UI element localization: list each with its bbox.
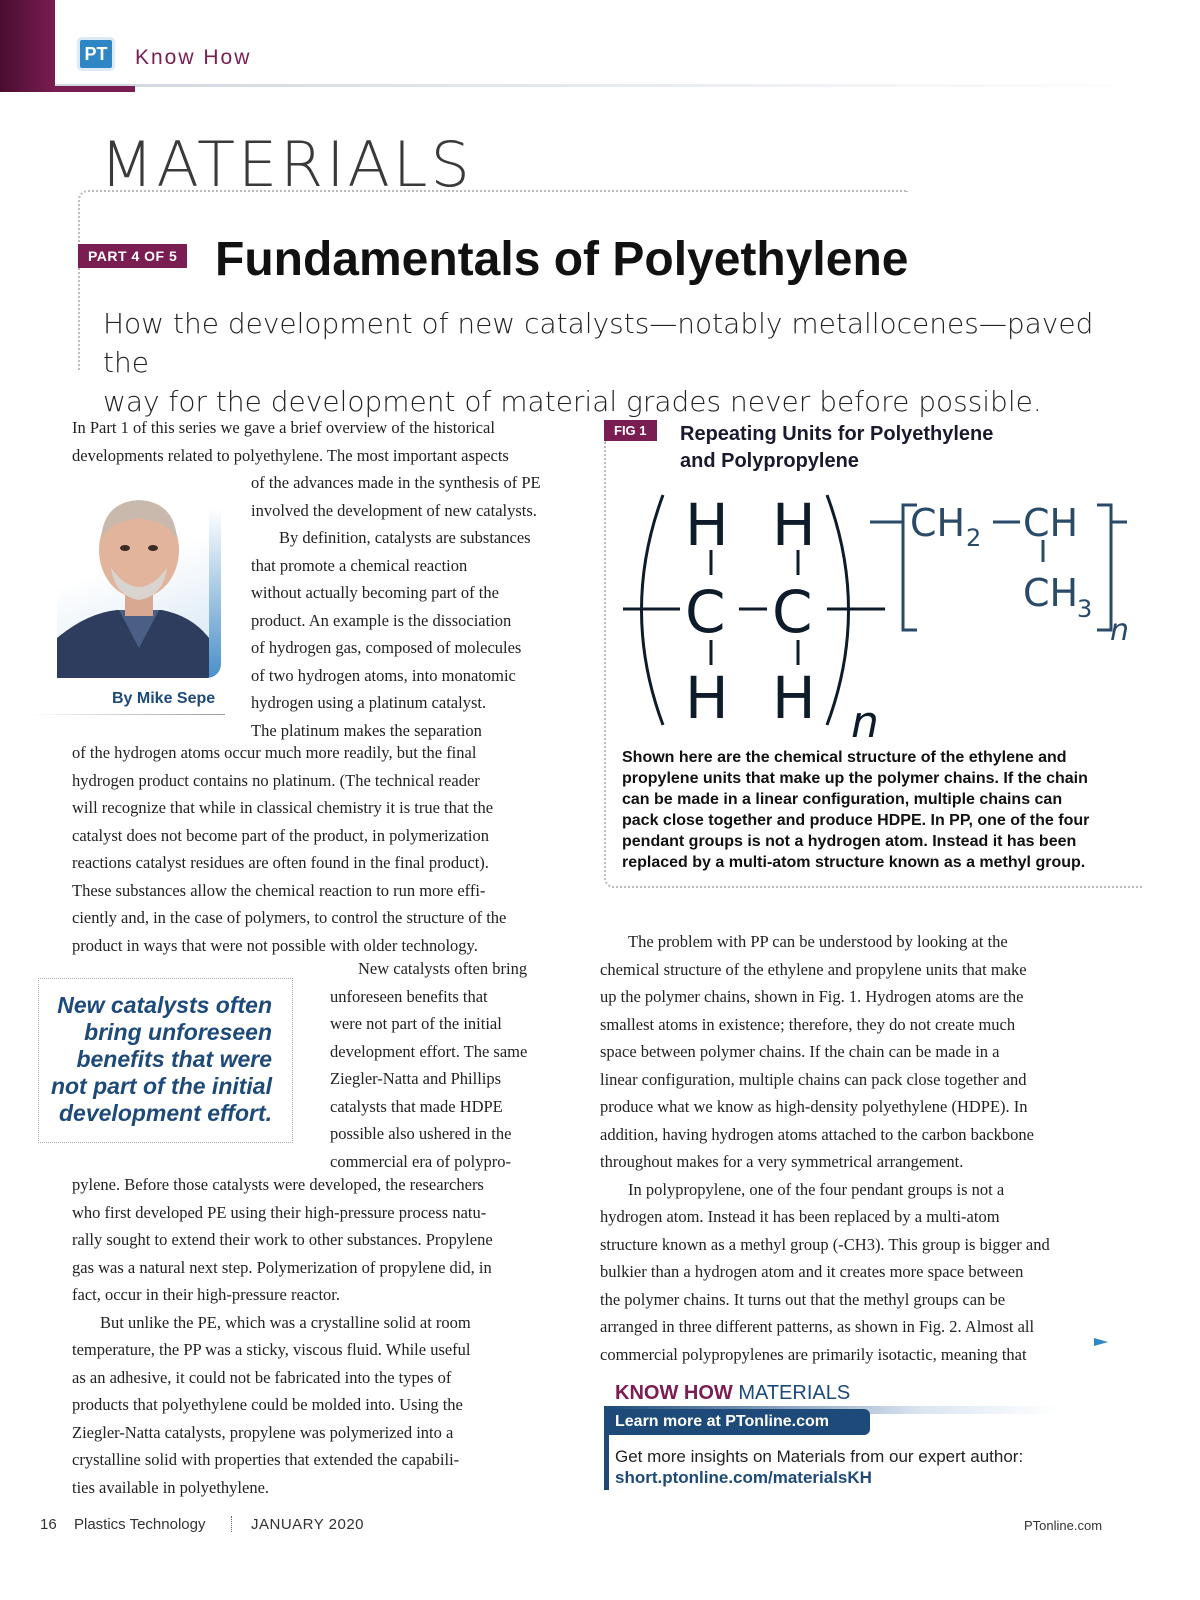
text-line: crystalline solid with properties that extended the capabili-	[72, 1450, 460, 1469]
pe-atom-h1: H	[685, 491, 729, 559]
caption-line: can be made in a linear configuration, multiple chains can	[622, 791, 1063, 808]
section-title: MATERIALS	[100, 128, 473, 201]
text-line: produce what we know as high-density polyethylene (HDPE). In	[600, 1097, 1028, 1116]
text-line: product in ways that were not possible with older technology.	[72, 935, 478, 955]
text-line: involved the development of new catalysts.	[251, 500, 537, 520]
pull-quote-line: benefits that were	[76, 1046, 272, 1072]
text-line: Ziegler-Natta and Phillips	[330, 1069, 502, 1088]
body-paragraph-4	[72, 1171, 493, 1501]
body-paragraph-3	[330, 955, 527, 1175]
text-line: ciently and, in the case of polymers, to control the structure of the	[72, 908, 507, 927]
author-divider	[30, 714, 225, 715]
figure-title-line: Repeating Units for Polyethylene	[680, 423, 994, 445]
caption-line: pendant groups is not a hydrogen atom. Instead it has been	[622, 833, 1077, 850]
section-tag: Know How	[135, 46, 252, 69]
text-line: that promote a chemical reaction	[251, 555, 468, 575]
text-line: pylene. Before those catalysts were developed, the researchers	[72, 1175, 484, 1194]
pp-ch2: CH	[910, 501, 966, 545]
text-line: ties available in polyethylene.	[72, 1477, 270, 1497]
text-line: the polymer chains. It turns out that the methyl groups can be	[600, 1289, 1006, 1309]
know-how-topic: MATERIALS	[738, 1382, 851, 1404]
text-line: of two hydrogen atoms, into monatomic	[251, 665, 516, 685]
text-line: commercial polypropylenes are primarily isotactic, meaning that	[600, 1344, 1027, 1364]
pp-subscript-3: 3	[1077, 595, 1093, 623]
footer-divider	[231, 1516, 232, 1532]
pp-ch3: CH	[1023, 571, 1079, 615]
text-line: The problem with PP can be understood by looking at the	[628, 932, 1008, 951]
pe-atom-c1: C	[685, 578, 726, 646]
text-line: products that polyethylene could be molded into. Using the	[72, 1395, 463, 1414]
pe-atom-c2: C	[772, 578, 813, 646]
text-line: without actually becoming part of the	[251, 583, 499, 602]
pull-quote-line: development effort.	[59, 1100, 272, 1126]
continued-arrow-icon	[1094, 1338, 1108, 1346]
body-paragraph-1	[72, 414, 509, 469]
pe-atom-h2: H	[772, 491, 816, 559]
materials-kh-link[interactable]: short.ptonline.com/materialsKH	[615, 1468, 872, 1487]
pull-quote-line: not part of the initial	[50, 1073, 272, 1099]
text-line: In Part 1 of this series we gave a brief overview of the historical	[72, 418, 495, 437]
text-line: were not part of the initial	[330, 1014, 502, 1033]
text-line: chemical structure of the ethylene and propylene units that make	[600, 959, 1027, 979]
text-line: throughout makes for a very symmetrical arrangement.	[600, 1152, 964, 1171]
pe-atom-h4: H	[772, 664, 816, 732]
text-line: development effort. The same	[330, 1041, 528, 1061]
text-line: hydrogen product contains no platinum. (The technical reader	[72, 770, 480, 790]
text-line: smallest atoms in existence; therefore, they do not create much	[600, 1014, 1016, 1034]
subtitle-line: How the development of new catalysts—notably metallocenes—paved the	[103, 307, 1094, 379]
caption-line: pack close together and produce HDPE. In PP, one of the four	[622, 812, 1090, 829]
text-line: catalysts that made HDPE	[330, 1096, 503, 1116]
text-line: fact, occur in their high-pressure reactor.	[72, 1285, 341, 1304]
text-line: possible also ushered in the	[330, 1124, 512, 1143]
text-line: product. An example is the dissociation	[251, 610, 512, 630]
text-line: temperature, the PP was a sticky, viscous fluid. While useful	[72, 1340, 471, 1359]
text-line: will recognize that while in classical chemistry it is true that the	[72, 798, 494, 817]
figure-badge: FIG 1	[604, 420, 657, 441]
subtitle-line: way for the development of material grades never before possible.	[103, 385, 1042, 418]
body-paragraph-1-wrap	[251, 469, 541, 744]
know-how-heading	[615, 1382, 850, 1405]
text-line: developments related to polyethylene. The most important aspects	[72, 445, 509, 465]
figure-title-line: and Polypropylene	[680, 450, 859, 472]
know-how-text: Get more insights on Materials from our expert author:	[615, 1447, 1024, 1466]
text-line: unforeseen benefits that	[330, 986, 488, 1006]
caption-line: propylene units that make up the polymer chains. If the chain	[622, 770, 1088, 787]
text-line: rally sought to extend their work to other substances. Propylene	[72, 1230, 493, 1249]
publication-name: Plastics Technology	[74, 1516, 206, 1533]
pe-subscript-n: n	[851, 697, 879, 745]
know-how-label: KNOW HOW	[615, 1382, 733, 1404]
text-line: By definition, catalysts are substances	[279, 528, 531, 547]
pp-ch: CH	[1023, 501, 1079, 545]
article-subtitle	[103, 304, 1113, 421]
text-line: catalyst does not become part of the product, in polymerization	[72, 825, 489, 845]
text-line: as an adhesive, it could not be fabricated into the types of	[72, 1367, 452, 1387]
text-line: reactions catalyst residues are often found in the final product).	[72, 853, 489, 872]
figure-caption	[622, 747, 1122, 873]
text-line: gas was a natural next step. Polymerization of propylene did, in	[72, 1257, 492, 1277]
pe-atom-h3: H	[685, 664, 729, 732]
footer-site: PTonline.com	[1024, 1518, 1103, 1533]
chemical-structure-diagram	[615, 480, 1135, 745]
body-paragraph-2	[72, 739, 506, 959]
pp-subscript-2: 2	[966, 524, 982, 552]
page-number: 16	[40, 1516, 57, 1533]
author-caption: By Mike Sepe	[112, 690, 216, 707]
pp-subscript-n: n	[1110, 613, 1130, 648]
figure-title	[680, 421, 1080, 475]
issue-date: JANUARY 2020	[251, 1516, 365, 1533]
text-line: structure known as a methyl group (-CH3). This group is bigger and	[600, 1234, 1050, 1254]
article-title: Fundamentals of Polyethylene	[215, 233, 909, 286]
learn-more-link[interactable]: Learn more at PTonline.com	[604, 1409, 870, 1435]
text-line: The platinum makes the separation	[251, 720, 482, 740]
author-photo	[57, 488, 221, 678]
text-line: commercial era of polypro-	[330, 1151, 511, 1171]
text-line: But unlike the PE, which was a crystalline solid at room	[100, 1312, 471, 1332]
pull-quote	[42, 992, 272, 1127]
pull-quote-line: New catalysts often	[57, 992, 272, 1018]
text-line: up the polymer chains, shown in Fig. 1. Hydrogen atoms are the	[600, 987, 1024, 1006]
text-line: addition, having hydrogen atoms attached to the carbon backbone	[600, 1124, 1034, 1144]
text-line: arranged in three different patterns, as shown in Fig. 2. Almost all	[600, 1317, 1035, 1336]
text-line: who first developed PE using their high-pressure process natu-	[72, 1202, 487, 1222]
text-line: New catalysts often bring	[358, 959, 528, 978]
pull-quote-line: bring unforeseen	[84, 1019, 272, 1045]
part-badge: PART 4 OF 5	[78, 244, 187, 268]
text-line: linear configuration, multiple chains can pack close together and	[600, 1069, 1027, 1089]
text-line: These substances allow the chemical reaction to run more effi-	[72, 880, 486, 900]
author-portrait-icon	[57, 488, 221, 678]
caption-line: replaced by a multi-atom structure known as a methyl group.	[622, 854, 1086, 871]
text-line: of the hydrogen atoms occur much more readily, but the final	[72, 743, 477, 762]
text-line: of hydrogen gas, composed of molecules	[251, 638, 522, 657]
text-line: Ziegler-Natta catalysts, propylene was polymerized into a	[72, 1422, 454, 1442]
header-accent-bar	[0, 0, 55, 92]
body-column-2	[600, 928, 1050, 1368]
text-line: In polypropylene, one of the four pendant groups is not a	[628, 1179, 1005, 1199]
know-how-accent	[604, 1435, 609, 1490]
text-line: of the advances made in the synthesis of PE	[251, 473, 541, 492]
header-accent-underline	[55, 86, 135, 92]
header-divider	[55, 84, 1155, 87]
text-line: hydrogen using a platinum catalyst.	[251, 693, 487, 712]
text-line: space between polymer chains. If the chain can be made in a	[600, 1042, 1000, 1061]
caption-line: Shown here are the chemical structure of the ethylene and	[622, 749, 1067, 766]
pt-logo: PT	[80, 40, 112, 68]
text-line: hydrogen atom. Instead it has been replaced by a multi-atom	[600, 1207, 1000, 1226]
text-line: bulkier than a hydrogen atom and it creates more space between	[600, 1262, 1024, 1281]
